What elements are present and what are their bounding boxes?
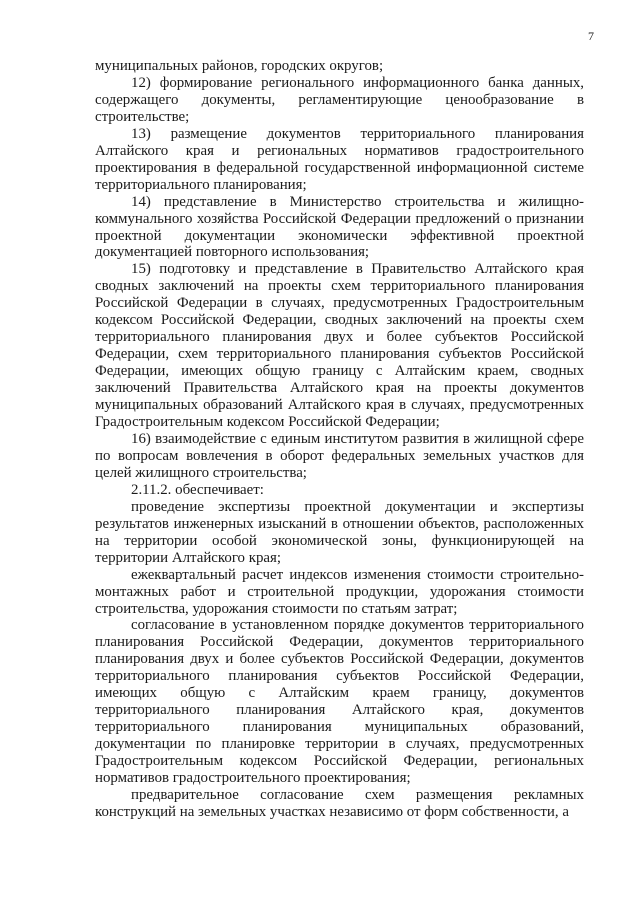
- paragraph: согласование в установленном порядке документов территориального планирования Российской Федерации, документов территориального планирования двух и более субъектов Российской Федерации, документов территориального планирования субъектов Российской Федерации, имеющих общую с Алтайским краем границу, документов территориального планирования Алтайского края, документов территориального планирования муниципальных образований, документации по планировке территории в случаях, предусмотренных Градостроительным кодексом Российской Федерации, региональных нормативов градостроительного проектирования;: [95, 617, 584, 787]
- paragraph: 15) подготовку и представление в Правительство Алтайского края сводных заключений на проекты схем территориального планирования Российской Федерации в случаях, предусмотренных Градостроительным кодексом Российской Федерации, сводных заключений на проекты схем территориального планирования двух и более субъектов Российской Федерации, схем территориального планирования субъектов Российской Федерации, имеющих общую границу с Алтайским краем, сводных заключений Правительства Алтайского края на проекты документов муниципальных образований Алтайского края в случаях, предусмотренных Градостроительным кодексом Российской Федерации;: [95, 261, 584, 431]
- page-number: 7: [588, 29, 594, 43]
- paragraph: муниципальных районов, городских округов;: [95, 58, 384, 74]
- paragraph: 14) представление в Министерство строительства и жилищно-коммунального хозяйства Российской Федерации предложений о признании проектной документации экономически эффективной проектной документацией повторного использования;: [95, 193, 584, 261]
- section-heading: 2.11.2. обеспечивает:: [131, 481, 264, 498]
- paragraph: 16) взаимодействие с единым институтом развития в жилищной сфере по вопросам вовлечения в оборот федеральных земельных участков для целей жилищного строительства;: [95, 430, 584, 481]
- paragraph: предварительное согласование схем размещения рекламных конструкций на земельных участках независимо от форм собственности, а: [95, 786, 584, 820]
- paragraph: проведение экспертизы проектной документации и экспертизы результатов инженерных изысканий в отношении объектов, расположенных на территории особой экономической зоны, функционирующей на территории Алтайского края;: [95, 498, 584, 566]
- document-body: [95, 58, 584, 821]
- paragraph: ежеквартальный расчет индексов изменения стоимости строительно-монтажных работ и строительной продукции, удорожания стоимости строительства, удорожания стоимости по статьям затрат;: [95, 566, 584, 617]
- paragraph: 12) формирование регионального информационного банка данных, содержащего документы, регламентирующие ценообразование в строительстве;: [95, 74, 584, 125]
- paragraph: 13) размещение документов территориального планирования Алтайского края и региональных нормативов градостроительного проектирования в федеральной государственной информационной системе территориального планирования;: [95, 125, 584, 193]
